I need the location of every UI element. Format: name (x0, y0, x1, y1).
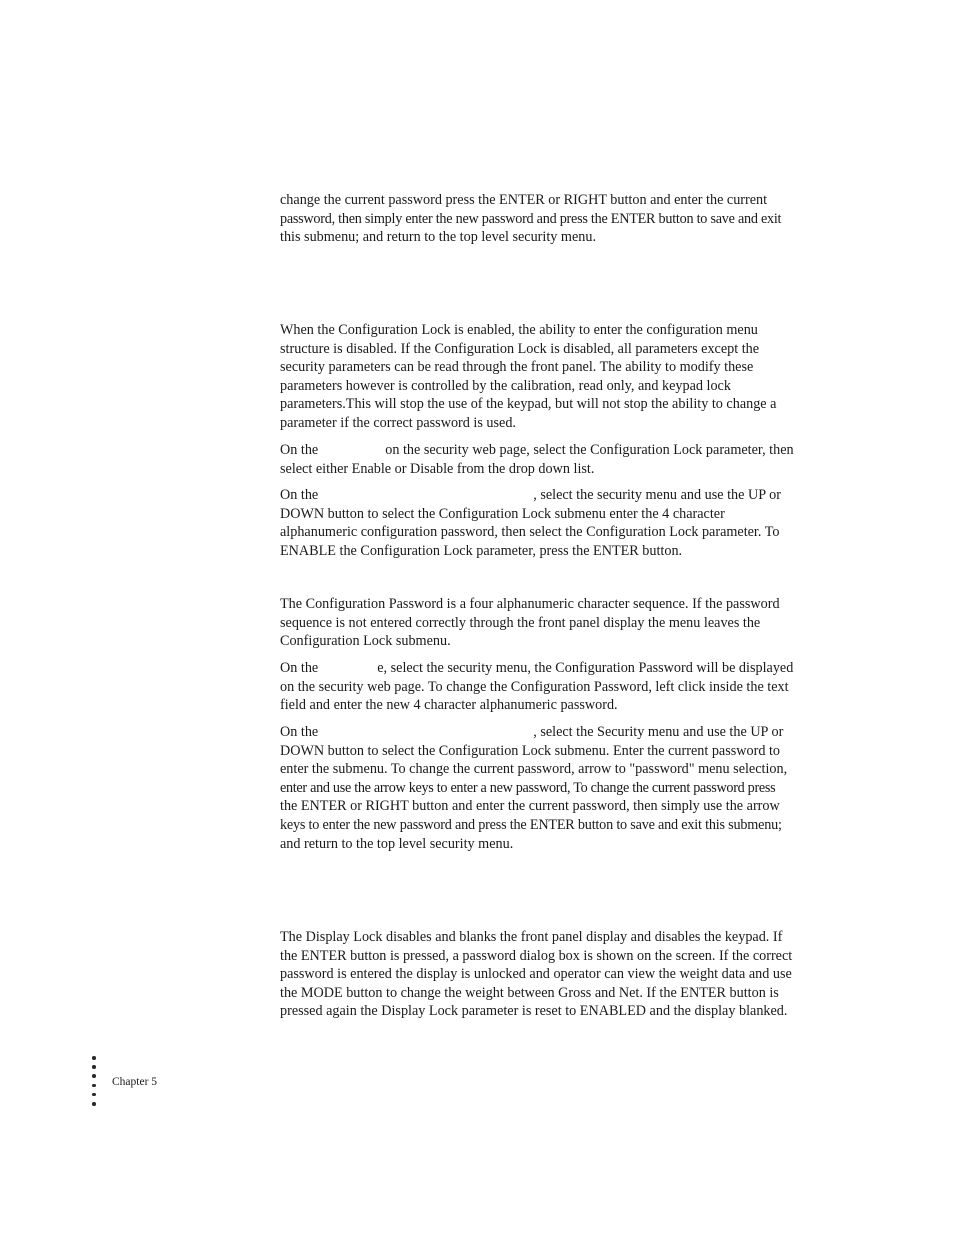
text-line: on the security web page. To change the Configuration Password, left click inside the text (280, 678, 789, 695)
paragraph-configuration-password-front-panel (280, 723, 814, 853)
text-line: change the current password press the ENTER or RIGHT button and enter the current (280, 192, 768, 208)
text-line: alphanumeric configuration password, then select the Configuration Lock parameter. To (280, 524, 780, 541)
footer-dot (92, 1065, 96, 1069)
text-line: enter the submenu. To change the current password, arrow to "password" menu selection, (280, 761, 788, 778)
text-fragment: On the (280, 724, 319, 740)
text-line: this submenu; and return to the top level security menu. (280, 229, 596, 246)
footer-dot (92, 1056, 96, 1060)
text-line: select either Enable or Disable from the drop down list. (280, 460, 595, 477)
text-line (280, 441, 814, 460)
paragraph-configuration-lock-intro (280, 321, 814, 433)
text-line: password is entered the display is unlocked and operator can view the weight data and use (280, 966, 792, 983)
text-fragment: On the (280, 660, 319, 676)
text-line: enter and use the arrow keys to enter a new password, To change the current password press (280, 779, 776, 796)
text-fragment: , select the Security menu and use the UP or (533, 724, 784, 740)
paragraph-configuration-lock-front-panel (280, 486, 814, 560)
text-line: DOWN button to select the Configuration Lock submenu enter the 4 character (280, 505, 725, 522)
text-line: password, then simply enter the new password and press the ENTER button to save and exit (280, 210, 782, 227)
paragraph-configuration-password-intro (280, 595, 814, 651)
footer-dot (92, 1102, 96, 1106)
text-line: The Configuration Password is a four alphanumeric character sequence. If the password (280, 596, 780, 612)
text-line: ENABLE the Configuration Lock parameter, press the ENTER button. (280, 542, 683, 559)
footer-dot (92, 1093, 96, 1097)
text-line: the MODE button to change the weight between Gross and Net. If the ENTER button is (280, 984, 779, 1001)
text-line (280, 723, 814, 742)
text-line: parameter if the correct password is used. (280, 414, 516, 431)
paragraph-display-lock (280, 928, 814, 1021)
text-line: Configuration Lock submenu. (280, 633, 451, 650)
text-line: and return to the top level security menu. (280, 835, 514, 852)
text-line: pressed again the Display Lock parameter is reset to ENABLED and the display blanked. (280, 1003, 788, 1020)
text-fragment: e, select the security menu, the Configuration Password will be displayed (377, 660, 794, 676)
text-line: parameters however is controlled by the calibration, read only, and keypad lock (280, 377, 731, 394)
footer-dot-column (92, 1056, 98, 1111)
text-fragment: , select the security menu and use the UP or (533, 487, 781, 503)
text-fragment: on the security web page, select the Configuration Lock parameter, then (385, 442, 794, 458)
text-line: parameters.This will stop the use of the keypad, but will not stop the ability to change a (280, 396, 777, 413)
text-line: The Display Lock disables and blanks the front panel display and disables the keypad. If (280, 929, 783, 945)
footer-chapter-label: Chapter 5 (112, 1076, 158, 1088)
text-line: security parameters can be read through the front panel. The ability to modify these (280, 359, 754, 376)
paragraph-password-change-tail (280, 191, 814, 247)
text-line: sequence is not entered correctly through the front panel display the menu leaves the (280, 614, 761, 631)
footer-dot (92, 1084, 96, 1088)
paragraph-configuration-lock-web (280, 441, 814, 478)
footer-dot (92, 1074, 96, 1078)
text-line: the ENTER or RIGHT button and enter the current password, then simply use the arrow (280, 798, 780, 815)
text-line: the ENTER button is pressed, a password dialog box is shown on the screen. If the correct (280, 947, 793, 964)
text-line: When the Configuration Lock is enabled, the ability to enter the configuration menu (280, 322, 758, 338)
text-line: keys to enter the new password and press the ENTER button to save and exit this submenu; (280, 816, 782, 833)
text-fragment: On the (280, 442, 319, 458)
text-line (280, 486, 814, 505)
text-line: field and enter the new 4 character alphanumeric password. (280, 697, 618, 714)
text-line: DOWN button to select the Configuration Lock submenu. Enter the current password to (280, 742, 780, 759)
text-line: structure is disabled. If the Configuration Lock is disabled, all parameters except the (280, 340, 760, 357)
text-fragment: On the (280, 487, 319, 503)
paragraph-configuration-password-web (280, 659, 814, 715)
text-line (280, 659, 814, 678)
